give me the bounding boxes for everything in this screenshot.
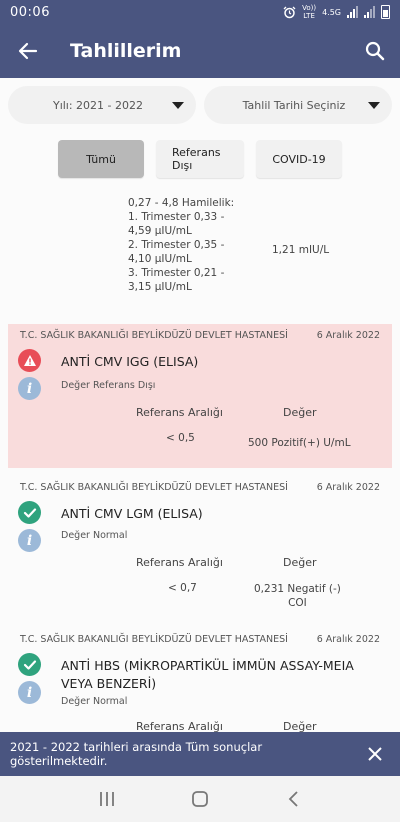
filter-selects — [8, 86, 392, 124]
chip-out-of-range[interactable]: Referans Dışı — [156, 140, 244, 178]
previous-value: 1,21 mIU/L — [272, 244, 330, 256]
battery-icon — [381, 5, 390, 19]
recents-button[interactable] — [87, 779, 127, 819]
chevron-left-icon — [287, 790, 299, 808]
result-status: Değer Normal — [61, 530, 128, 541]
date-select[interactable]: Tahlil Tarihi Seçiniz — [204, 86, 392, 124]
search-icon — [365, 41, 385, 61]
previous-reference: 0,27 - 4,8 Hamilelik: 1. Trimester 0,33 - 4,59 µIU/mL 2. Trimester 0,35 - 4,10 µIU/mL 3. Trimester 0,21 - 3,15 µIU/mL — [128, 197, 235, 293]
check-icon — [18, 501, 41, 524]
reference-range: < 0,7 — [168, 582, 197, 594]
card-header — [20, 482, 380, 493]
home-button[interactable] — [180, 779, 220, 819]
result-card[interactable] — [8, 476, 392, 626]
dropdown-arrow-icon — [172, 102, 184, 109]
status-bar — [0, 0, 400, 24]
signal-icon-2 — [364, 6, 375, 18]
dropdown-arrow-icon — [368, 102, 380, 109]
arrow-left-icon — [18, 41, 38, 61]
home-icon — [191, 790, 209, 808]
result-date: 6 Aralık 2022 — [316, 482, 380, 493]
snackbar — [0, 732, 400, 776]
network-gen: 4.5G — [322, 7, 341, 17]
reference-label: Referans Aralığı — [136, 556, 223, 569]
value-label: Değer — [283, 720, 317, 732]
hospital-name: T.C. SAĞLIK BAKANLIĞI BEYLİKDÜZÜ DEVLET HASTANESİ — [20, 330, 288, 341]
status-time: 00:06 — [10, 4, 50, 20]
reference-label: Referans Aralığı — [136, 720, 223, 732]
hospital-name: T.C. SAĞLIK BAKANLIĞI BEYLİKDÜZÜ DEVLET HASTANESİ — [20, 482, 288, 493]
value-label: Değer — [283, 556, 317, 569]
status-icons — [283, 4, 390, 20]
page-title: Tahlillerim — [70, 40, 182, 62]
chip-covid[interactable]: COVID-19 — [256, 140, 342, 178]
result-status: Değer Normal — [61, 696, 128, 707]
result-card[interactable] — [8, 324, 392, 468]
reference-range: < 0,5 — [166, 432, 195, 444]
result-status: Değer Referans Dışı — [61, 380, 156, 391]
test-name: ANTİ HBS (MİKROPARTİKÜL İMMÜN ASSAY-MEIA VEYA BENZERİ) — [61, 658, 354, 691]
back-nav-button[interactable] — [273, 779, 313, 819]
reference-label: Referans Aralığı — [136, 406, 223, 419]
close-button[interactable] — [360, 739, 390, 769]
back-button[interactable] — [0, 24, 56, 78]
test-name: ANTİ CMV LGM (ELISA) — [61, 506, 203, 521]
signal-icon — [347, 6, 358, 18]
chip-all[interactable]: Tümü — [58, 140, 144, 178]
volte-indicator: Vo)) LTE — [302, 4, 317, 20]
test-name: ANTİ CMV IGG (ELISA) — [61, 354, 199, 369]
filter-chips — [0, 140, 400, 178]
alarm-icon — [283, 6, 296, 19]
system-nav-bar — [0, 776, 400, 822]
previous-result — [0, 194, 400, 324]
info-icon[interactable]: i — [18, 681, 41, 704]
result-value: 500 Pozitif(+) U/mL — [248, 437, 351, 449]
check-icon — [18, 653, 41, 676]
value-label: Değer — [283, 406, 317, 419]
close-icon — [368, 747, 382, 761]
result-date: 6 Aralık 2022 — [316, 634, 380, 645]
result-value: 0,231 Negatif (-) COI — [254, 583, 341, 609]
results-list[interactable] — [0, 78, 400, 732]
snackbar-message: 2021 - 2022 tarihleri arasında Tüm sonuçlar gösterilmektedir. — [10, 740, 263, 768]
year-select[interactable]: Yılı: 2021 - 2022 — [8, 86, 196, 124]
search-button[interactable] — [350, 24, 400, 78]
result-date: 6 Aralık 2022 — [316, 330, 380, 341]
card-header — [20, 634, 380, 645]
warning-icon — [18, 349, 41, 372]
card-header — [20, 330, 380, 341]
hospital-name: T.C. SAĞLIK BAKANLIĞI BEYLİKDÜZÜ DEVLET HASTANESİ — [20, 634, 288, 645]
info-icon[interactable]: i — [18, 529, 41, 552]
result-card[interactable] — [8, 628, 392, 732]
app-bar — [0, 24, 400, 78]
recents-icon — [98, 791, 116, 807]
info-icon[interactable]: i — [18, 377, 41, 400]
